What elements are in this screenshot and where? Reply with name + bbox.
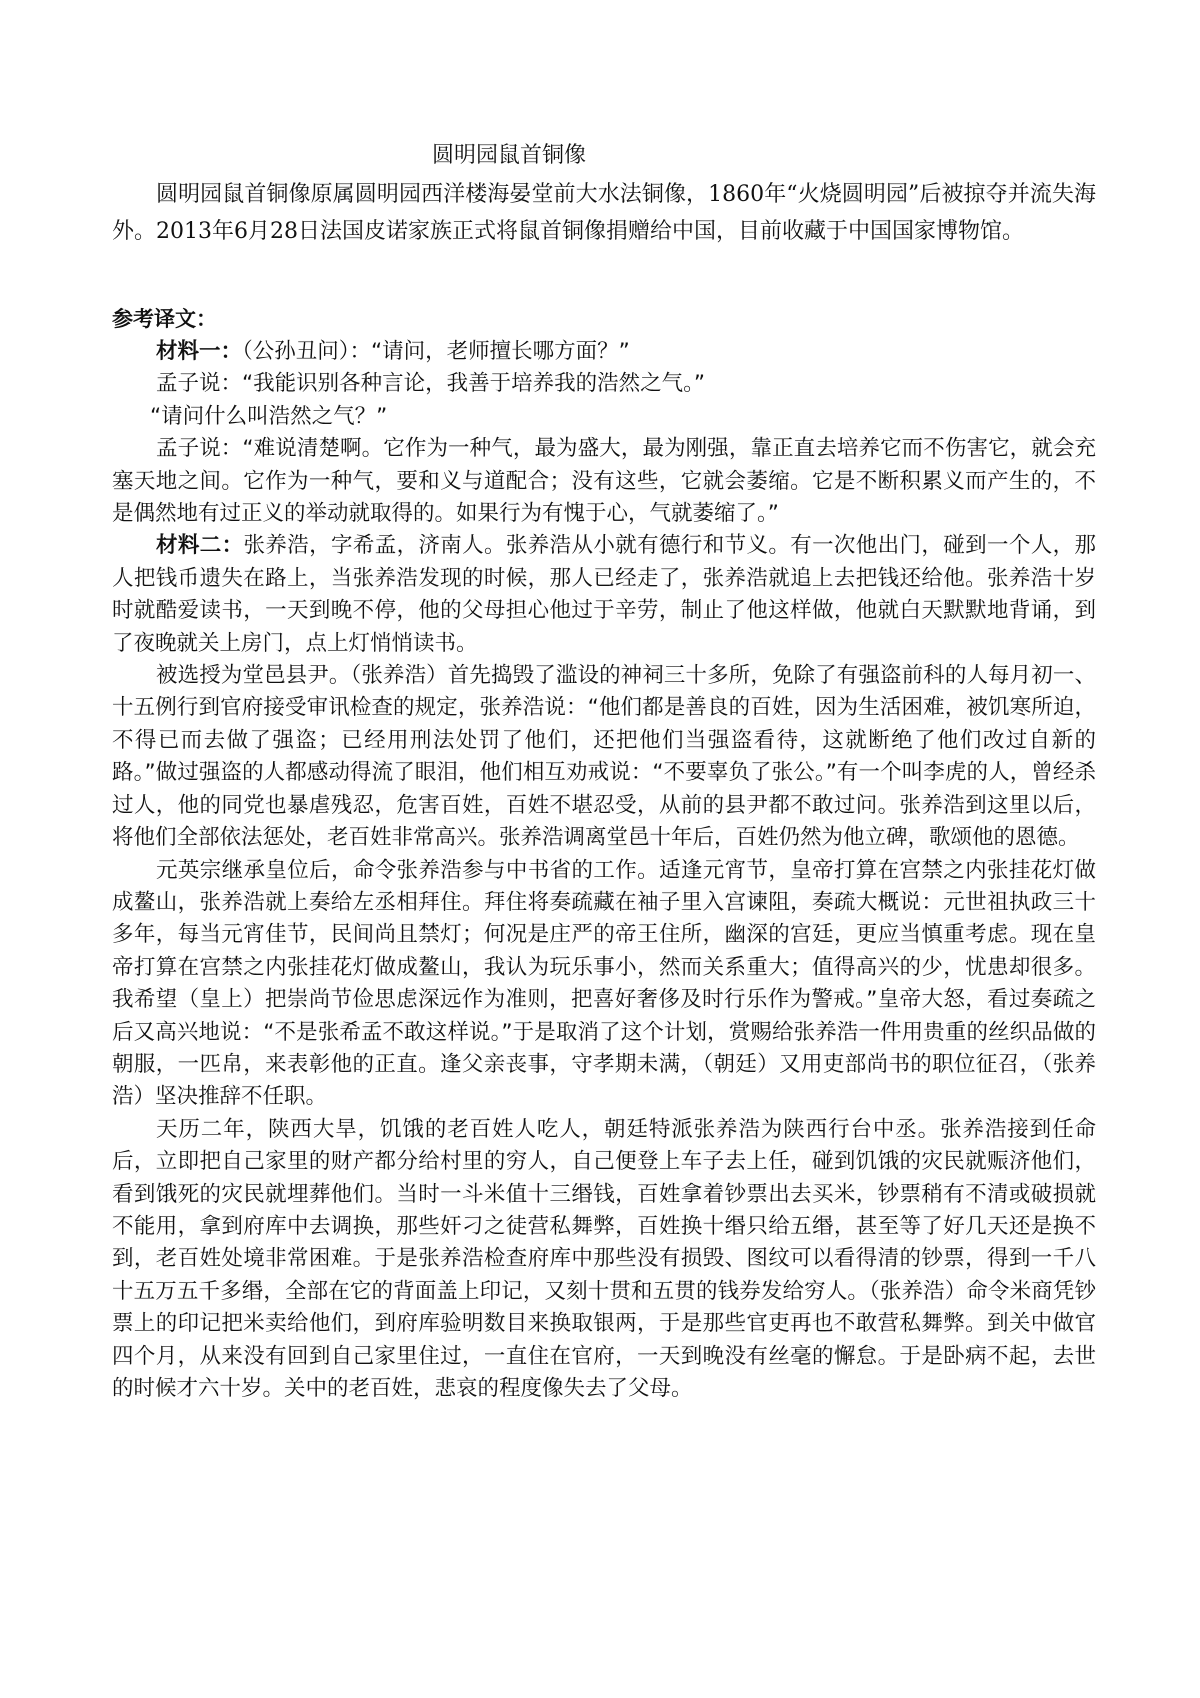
paragraph-text: 张养浩，字希孟，济南人。张养浩从小就有德行和节义。有一次他出门，碰到一个人，那人把钱币遗失在路上，当张养浩发现的时候，那人已经走了，张养浩就追上去把钱还给他。张养浩十岁时就酷爱读书，一天到晚不停，他的父母担心他过于辛劳，制止了他这样做，他就白天默默地背诵，到了夜晚就关上房门，点上灯悄悄读书。 (112, 533, 1096, 656)
paragraph-text: 孟子说：“我能识别各种言论，我善于培养我的浩然之气。” (156, 371, 706, 397)
paragraph-text: 元英宗继承皇位后，命令张养浩参与中书省的工作。适逢元宵节，皇帝打算在宫禁之内张挂花灯做成鳌山，张养浩就上奏给左丞相拜住。拜住将奏疏藏在袖子里入宫谏阻，奏疏大概说：元世祖执政三十多年，每当元宵佳节，民间尚且禁灯；何况是庄严的帝王住所，幽深的宫廷，更应当慎重考虑。现在皇帝打算在宫禁之内张挂花灯做成鳌山，我认为玩乐事小，然而关系重大；值得高兴的少，忧患却很多。我希望（皇上）把崇尚节俭思虑深远作为准则，把喜好奢侈及时行乐作为警戒。”皇帝大怒，看过奏疏之后又高兴地说：“不是张希孟不敢这样说。”于是取消了这个计划，赏赐给张养浩一件用贵重的丝织品做的朝服，一匹帛，来表彰他的正直。逢父亲丧事，守孝期未满，（朝廷）又用吏部尚书的职位征召，（张养浩）坚决推辞不任职。 (112, 857, 1096, 1110)
paragraph-text: 被选授为堂邑县尹。（张养浩）首先捣毁了滥设的神祠三十多所，免除了有强盗前科的人每月初一、十五例行到官府接受审讯检查的规定，张养浩说：“他们都是善良的百姓，因为生活困难，被饥寒所迫，不得已而去做了强盗；已经用刑法处罚了他们，还把他们当强盗看待，这就断绝了他们改过自新的路。”做过强盗的人都感动得流了眼泪，他们相互劝戒说：“不要辜负了张公。”有一个叫李虎的人，曾经杀过人，他的同党也暴虐残忍，危害百姓，百姓不堪忍受，从前的县尹都不敢过问。张养浩到这里以后，将他们全部依法惩处，老百姓非常高兴。张养浩调离堂邑十年后，百姓仍然为他立碑，歌颂他的恩德。 (112, 663, 1096, 851)
paragraph-text: 孟子说：“难说清楚啊。它作为一种气，最为盛大，最为刚强，靠正直去培养它而不伤害它，就会充塞天地之间。它作为一种气，要和义与道配合；没有这些，它就会萎缩。它是不断积累义而产生的，不是偶然地有过正义的举动就取得的。如果行为有愧于心，气就萎缩了。” (112, 436, 1096, 527)
translation-body (112, 336, 1096, 1405)
document-title: 圆明园鼠首铜像 (432, 143, 587, 168)
reference-translation-heading: 参考译文： (112, 307, 217, 331)
translation-paragraph-7 (112, 855, 1096, 1114)
translation-paragraph-4 (112, 433, 1096, 530)
paragraph-text: 天历二年，陕西大旱，饥饿的老百姓人吃人，朝廷特派张养浩为陕西行台中丞。张养浩接到任命后，立即把自己家里的财产都分给村里的穷人，自己便登上车子去上任，碰到饥饿的灾民就赈济他们，看到饿死的灾民就埋葬他们。当时一斗米值十三缗钱，百姓拿着钞票出去买米，钞票稍有不清或破损就不能用，拿到府库中去调换，那些奸刁之徒营私舞弊，百姓换十缗只给五缗，甚至等了好几天还是换不到，老百姓处境非常困难。于是张养浩检查府库中那些没有损毁、图纹可以看得清的钞票，得到一千八十五万五千多缗，全部在它的背面盖上印记，又刻十贯和五贯的钱券发给穷人。（张养浩）命令米商凭钞票上的印记把米卖给他们，到府库验明数目来换取银两，于是那些官吏再也不敢营私舞弊。到关中做官四个月，从来没有回到自己家里住过，一直住在官府，一天到晚没有丝毫的懈怠。于是卧病不起，去世的时候才六十岁。关中的老百姓，悲哀的程度像失去了父母。 (112, 1116, 1096, 1401)
intro-paragraph: 圆明园鼠首铜像原属圆明园西洋楼海晏堂前大水法铜像，1860年“火烧圆明园”后被掠夺并流失海外。2013年6月28日法国皮诺家族正式将鼠首铜像捐赠给中国，目前收藏于中国国家博物馆。 (112, 182, 1096, 244)
paragraph-text: （公孙丑问）：“请问，老师擅长哪方面？” (242, 339, 630, 364)
translation-paragraph-3 (112, 401, 1096, 433)
translation-paragraph-8 (112, 1114, 1096, 1406)
translation-paragraph-1 (112, 336, 1096, 368)
translation-paragraph-2 (112, 368, 1096, 400)
paragraph-text: “请问什么叫浩然之气？” (150, 403, 388, 429)
translation-paragraph-6 (112, 660, 1096, 854)
material-label-2: 材料二： (156, 533, 244, 559)
translation-paragraph-5 (112, 530, 1096, 660)
material-label-1: 材料一： (156, 339, 243, 364)
